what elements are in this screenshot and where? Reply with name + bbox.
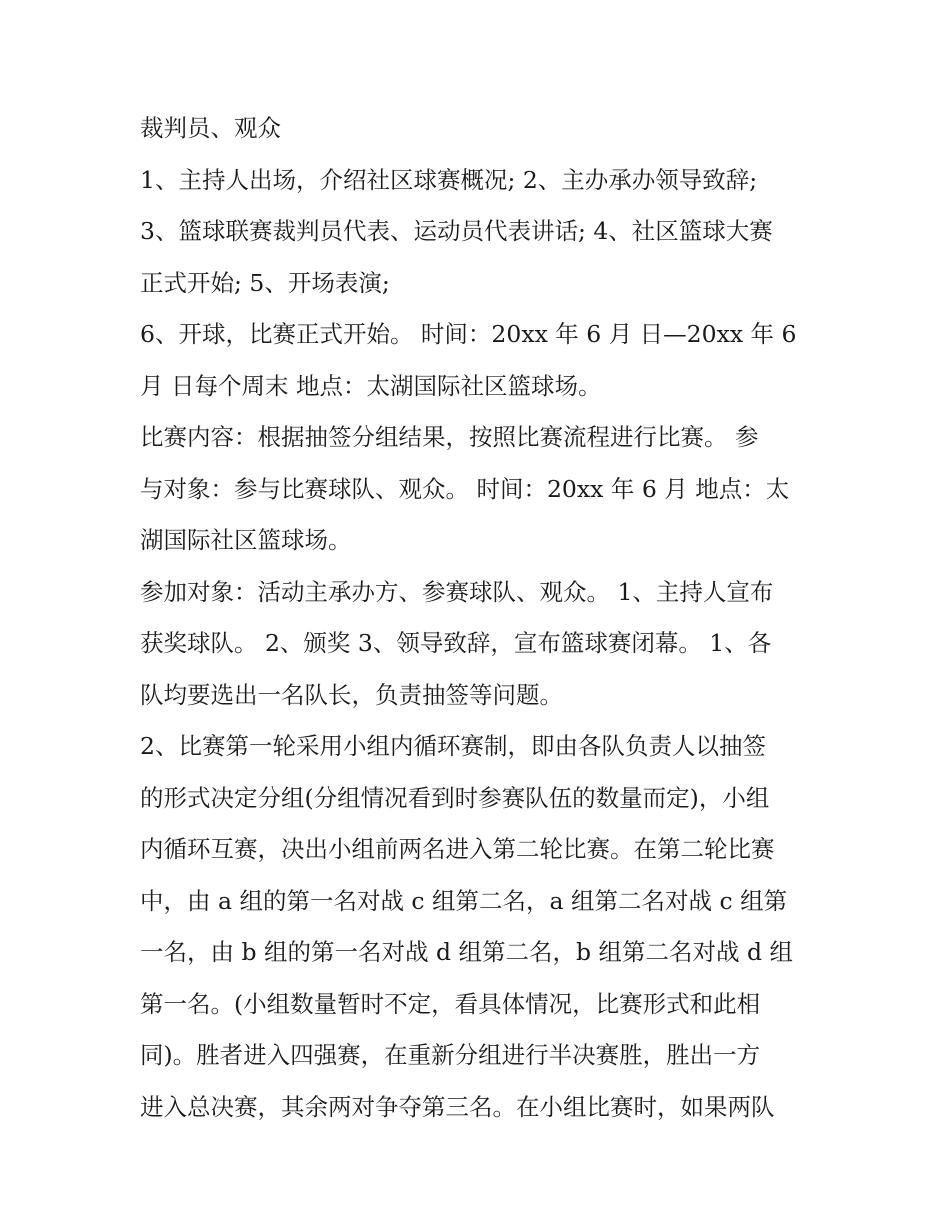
text-line: 裁判员、观众 [140,114,281,142]
text-line: 3、篮球联赛裁判员代表、运动员代表讲话; 4、社区篮球大赛 [140,217,773,245]
text-line: 队均要选出一名队长，负责抽签等问题。 [140,680,563,709]
text-line: 同)。胜者进入四强赛，在重新分组进行半决赛胜，胜出一方 [140,1041,761,1069]
text-line: 中，由 a 组的第一名对战 c 组第二名，a 组第二名对战 c 组第 [140,886,788,915]
text-line: 获奖球队。 2、颁奖 3、领导致辞，宣布篮球赛闭幕。 1、各 [140,629,772,657]
text-line: 月 日每个周末 地点：太湖国际社区篮球场。 [140,371,602,400]
text-line: 参加对象：活动主承办方、参赛球队、观众。 1、主持人宣布 [140,577,774,606]
text-line: 与对象：参与比赛球队、观众。 时间：20xx 年 6 月 地点：太 [140,474,790,503]
text-line: 进入总决赛，其余两对争夺第三名。在小组比赛时，如果两队 [140,1092,775,1121]
text-line: 内循环互赛，决出小组前两名进入第二轮比赛。在第二轮比赛 [140,835,775,863]
text-line: 湖国际社区篮球场。 [140,526,352,554]
text-line: 的形式决定分组(分组情况看到时参赛队伍的数量而定)，小组 [140,783,770,812]
text-line: 6、开球，比赛正式开始。 时间：20xx 年 6 月 日—20xx 年 6 [140,320,797,348]
text-line: 2、比赛第一轮采用小组内循环赛制，即由各队负责人以抽签 [140,732,766,760]
text-line: 第一名。(小组数量暂时不定，看具体情况，比赛形式和此相 [140,989,761,1018]
text-line: 一名，由 b 组的第一名对战 d 组第二名，b 组第二名对战 d 组 [140,938,793,966]
document-body [140,103,820,1133]
text-line: 比赛内容：根据抽签分组结果，按照比赛流程进行比赛。 参 [140,423,759,451]
text-line: 1、主持人出场，介绍社区球赛概况; 2、主办承办领导致辞; [140,165,758,194]
text-line: 正式开始; 5、开场表演; [140,268,390,297]
